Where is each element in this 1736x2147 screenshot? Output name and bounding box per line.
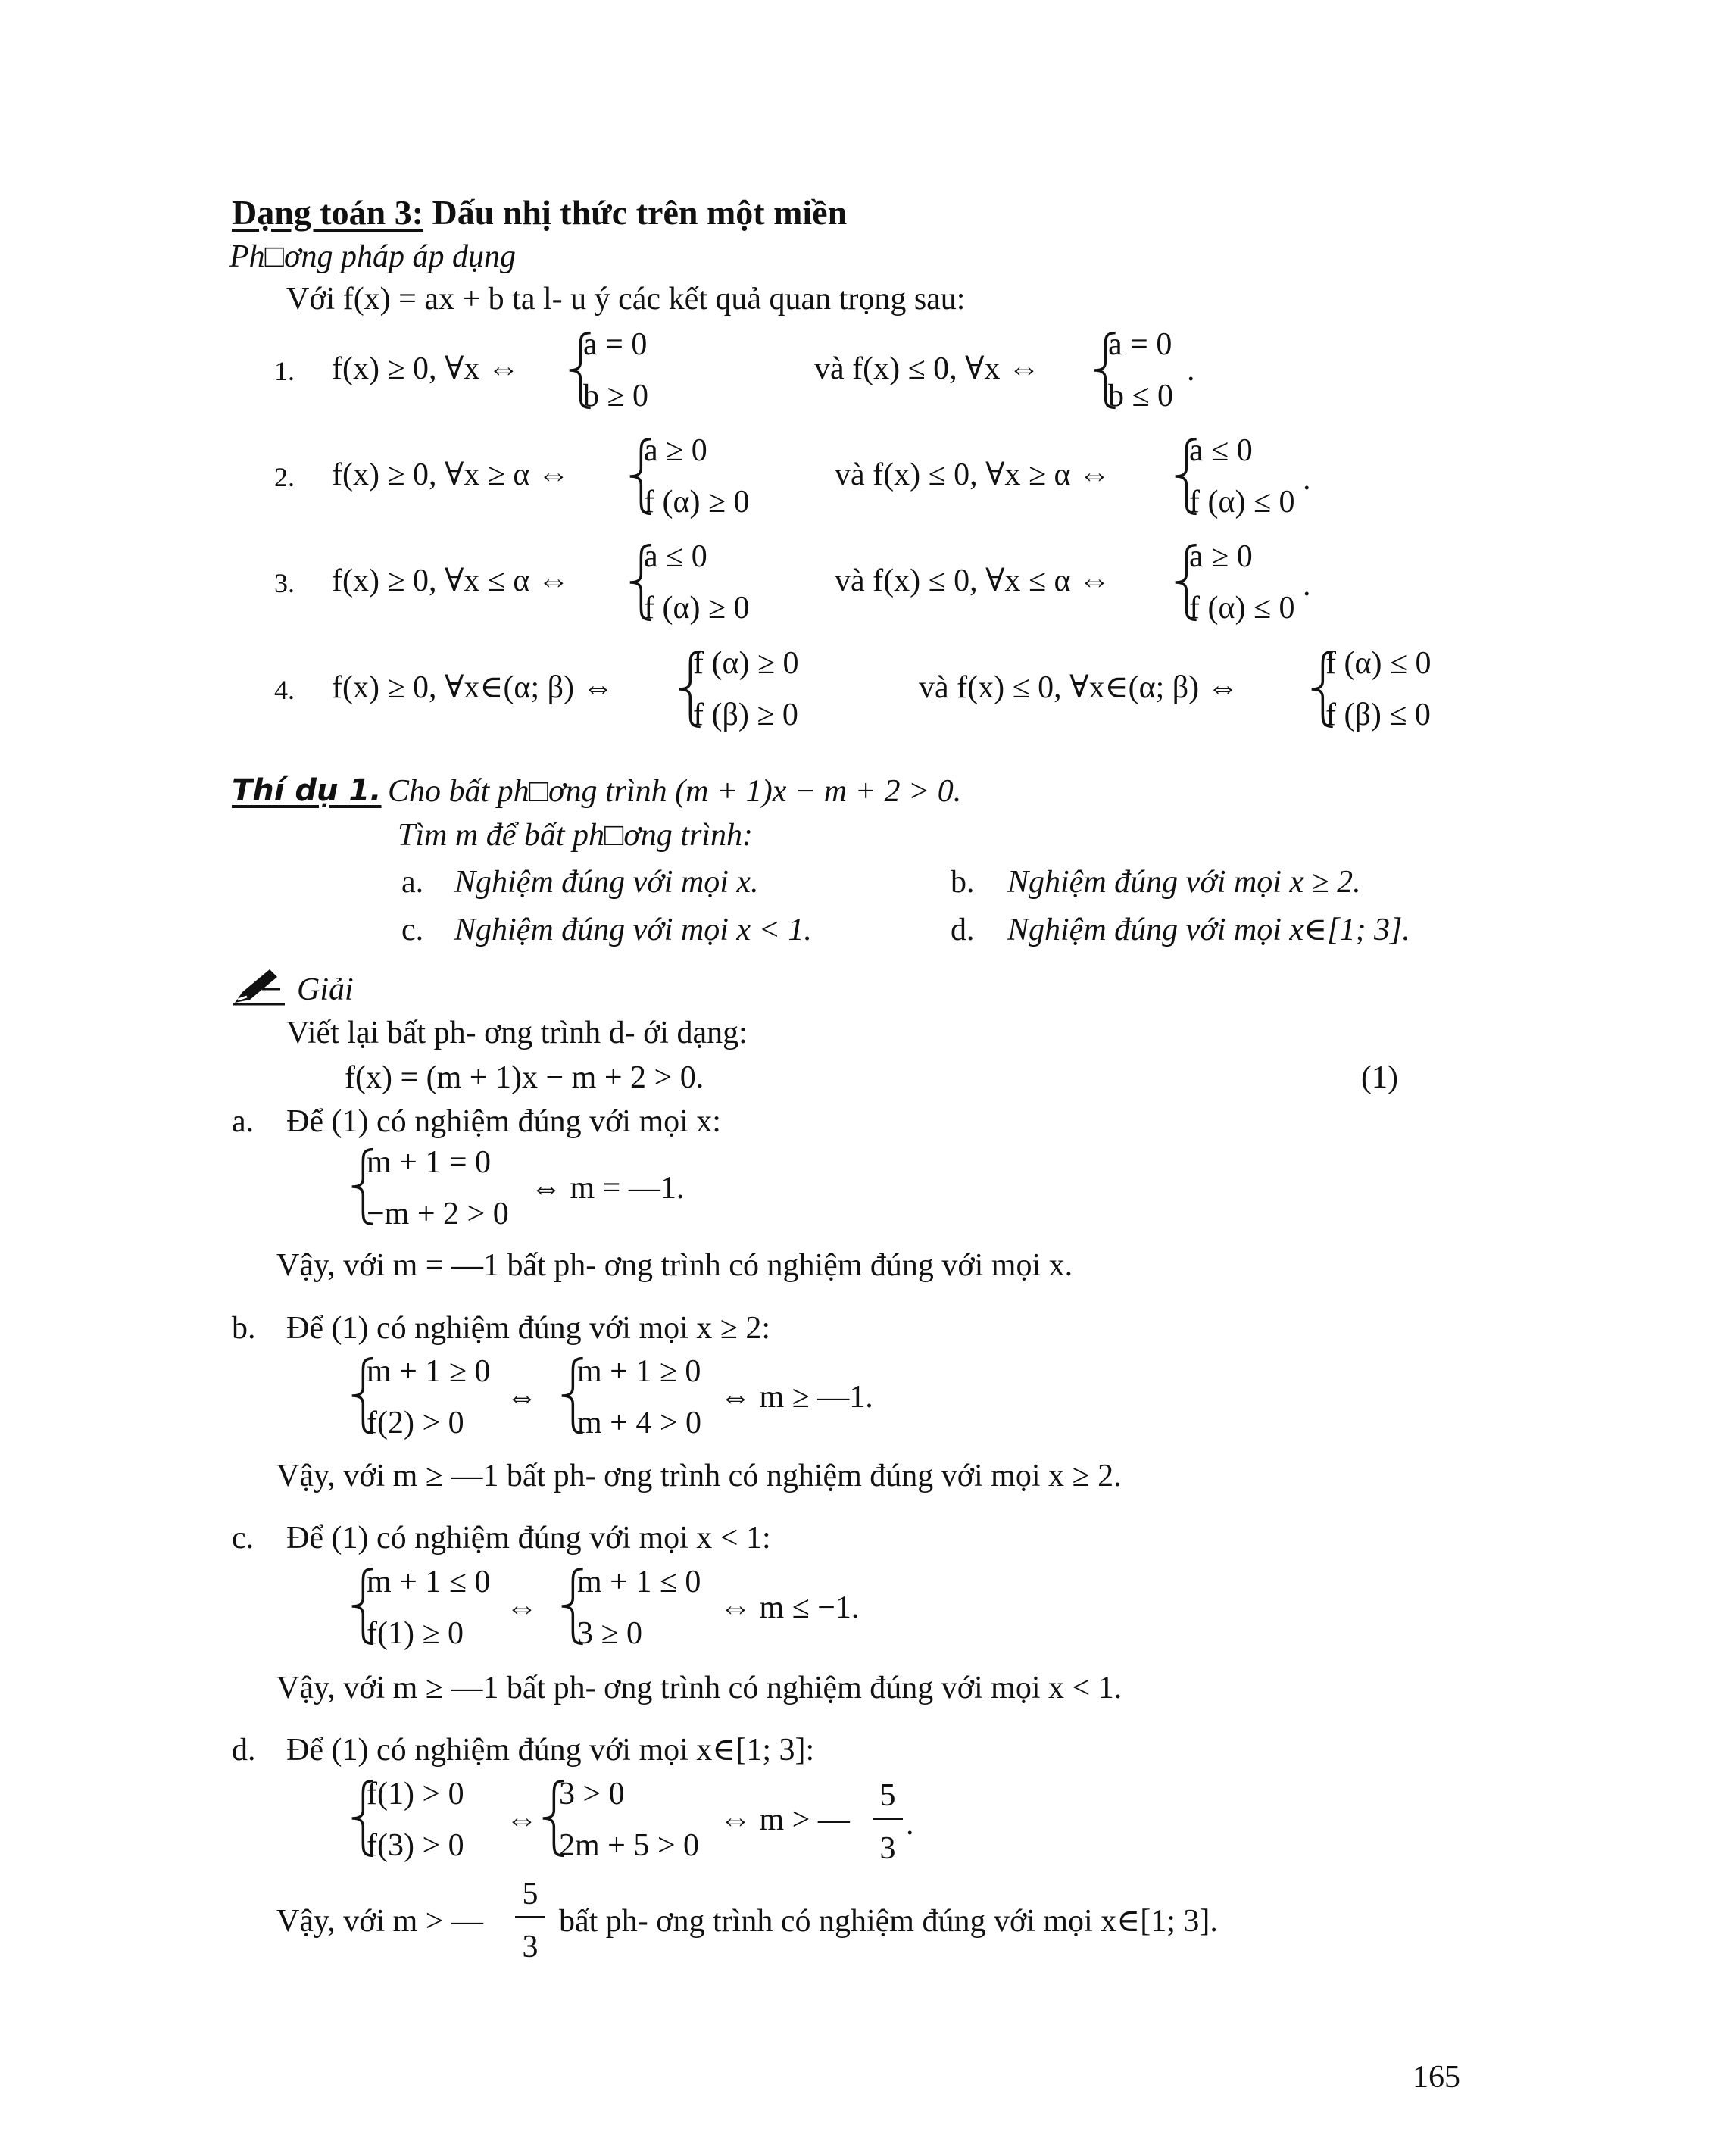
fraction-denominator: 3 [879,1831,896,1866]
system-line: m + 1 ≥ 0 [577,1354,701,1389]
fraction-numerator: 5 [522,1877,539,1911]
rule-condition: f (α) ≤ 0 [1189,591,1295,626]
equation-tag: (1) [1361,1060,1398,1095]
result: ⇔ m = —1. [530,1171,685,1206]
fraction-bar [515,1916,545,1918]
part-id: d. [232,1733,256,1768]
rule-number: 3. [274,568,295,598]
system-line: f(3) > 0 [367,1828,464,1863]
system-line: m + 4 > 0 [577,1406,702,1440]
heading-label: Dạng toán 3: [232,193,424,232]
system-line: 3 > 0 [559,1777,625,1812]
part-text: Nghiệm đúng với mọi x∈[1; 3]. [1007,913,1410,947]
part-id: b. [951,865,975,900]
conclusion: Vậy, với m = —1 bất ph- ơng trình có nghiệm đúng với mọi x. [276,1248,1073,1283]
rule-condition: f (α) ≥ 0 [693,646,799,681]
rule-end: . [1303,462,1311,497]
fraction-bar [873,1818,903,1820]
rule-condition: f (α) ≥ 0 [644,485,750,520]
system-line: m + 1 = 0 [367,1145,492,1180]
iff: ⇔ [506,1380,538,1415]
fraction-denominator: 3 [522,1930,539,1964]
part-head: Để (1) có nghiệm đúng với mọi x∈[1; 3]: [286,1733,815,1768]
rule-condition: b ≥ 0 [583,379,649,413]
rule-end: . [1303,568,1311,603]
result-end: . [906,1807,914,1842]
system-line: −m + 2 > 0 [367,1197,509,1231]
system-line: m + 1 ≥ 0 [367,1354,491,1389]
system-line: f(1) ≥ 0 [367,1616,464,1651]
system-line: 2m + 5 > 0 [559,1828,700,1863]
rule-mid: và f(x) ≤ 0, ∀x ≥ α ⇔ [835,457,1111,492]
rule-lhs: f(x) ≥ 0, ∀x ≤ α ⇔ [332,563,570,598]
part-head: Để (1) có nghiệm đúng với mọi x ≥ 2: [286,1311,771,1346]
part-text: Nghiệm đúng với mọi x < 1. [454,913,812,947]
system-line: f(2) > 0 [367,1406,464,1440]
rule-number: 2. [274,462,295,492]
part-id: d. [951,913,975,947]
system-line: m + 1 ≤ 0 [577,1565,701,1599]
rule-condition: f (β) ≤ 0 [1325,697,1431,732]
iff: ⇔ [506,1590,538,1625]
heading [232,195,847,230]
system-line: f(1) > 0 [367,1777,464,1812]
part-id: c. [232,1521,254,1556]
fraction-numerator: 5 [879,1778,896,1813]
rule-condition: f (α) ≥ 0 [644,591,750,626]
rule-condition: a = 0 [583,327,648,362]
part-id: b. [232,1311,256,1346]
solution-equation: f(x) = (m + 1)x − m + 2 > 0. [345,1060,704,1095]
heading-title: Dấu nhị thức trên một miền [432,193,848,232]
method-intro: Với f(x) = ax + b ta l- u ý các kết quả quan trọng sau: [286,282,966,317]
rule-mid: và f(x) ≤ 0, ∀x ⇔ [814,351,1040,386]
conclusion-suffix: bất ph- ơng trình có nghiệm đúng với mọi x∈[1; 3]. [559,1904,1218,1939]
page-number: 165 [1413,2060,1460,2095]
part-head: Để (1) có nghiệm đúng với mọi x < 1: [286,1521,771,1556]
rule-condition: b ≤ 0 [1108,379,1174,413]
iff: ⇔ [506,1802,538,1837]
part-id: a. [232,1104,254,1139]
rule-number: 1. [274,356,295,386]
rule-mid: và f(x) ≤ 0, ∀x∈(α; β) ⇔ [919,670,1239,705]
conclusion: Vậy, với m ≥ —1 bất ph- ơng trình có nghiệm đúng với mọi x < 1. [276,1671,1122,1705]
example-ask: Tìm m để bất ph□ơng trình: [398,818,753,853]
rule-lhs: f(x) ≥ 0, ∀x ⇔ [332,351,520,386]
rule-condition: f (α) ≤ 0 [1189,485,1295,520]
rule-condition: a ≤ 0 [644,539,707,574]
rule-lhs: f(x) ≥ 0, ∀x∈(α; β) ⇔ [332,670,614,705]
rule-condition: f (α) ≤ 0 [1325,646,1432,681]
result: ⇔ m > — [720,1802,850,1837]
rule-condition: a ≥ 0 [644,433,707,468]
rule-mid: và f(x) ≤ 0, ∀x ≤ α ⇔ [835,563,1111,598]
rule-condition: a ≤ 0 [1189,433,1253,468]
part-text: Nghiệm đúng với mọi x ≥ 2. [1007,865,1361,900]
rule-condition: f (β) ≥ 0 [693,697,798,732]
rule-condition: a = 0 [1108,327,1172,362]
pencil-icon [232,966,286,1006]
part-text: Nghiệm đúng với mọi x. [454,865,759,900]
rule-number: 4. [274,675,295,705]
result: ⇔ m ≥ —1. [720,1380,873,1415]
method-title: Ph□ơng pháp áp dụng [229,239,516,274]
part-id: a. [401,865,424,900]
rule-lhs: f(x) ≥ 0, ∀x ≥ α ⇔ [332,457,570,492]
example-label: Thí dụ 1. [232,773,382,808]
part-head: Để (1) có nghiệm đúng với mọi x: [286,1104,721,1139]
conclusion-prefix: Vậy, với m > — [276,1904,483,1939]
solution-label: Giải [297,972,354,1007]
system-line: m + 1 ≤ 0 [367,1565,491,1599]
rule-end: . [1187,353,1195,388]
solution-rewrite: Viết lại bất ph- ơng trình d- ới dạng: [286,1016,748,1050]
result: ⇔ m ≤ −1. [720,1590,860,1625]
part-id: c. [401,913,424,947]
conclusion: Vậy, với m ≥ —1 bất ph- ơng trình có nghiệm đúng với mọi x ≥ 2. [276,1459,1122,1493]
example-statement: Cho bất ph□ơng trình (m + 1)x − m + 2 > 0. [388,774,962,809]
rule-condition: a ≥ 0 [1189,539,1253,574]
system-line: 3 ≥ 0 [577,1616,643,1651]
